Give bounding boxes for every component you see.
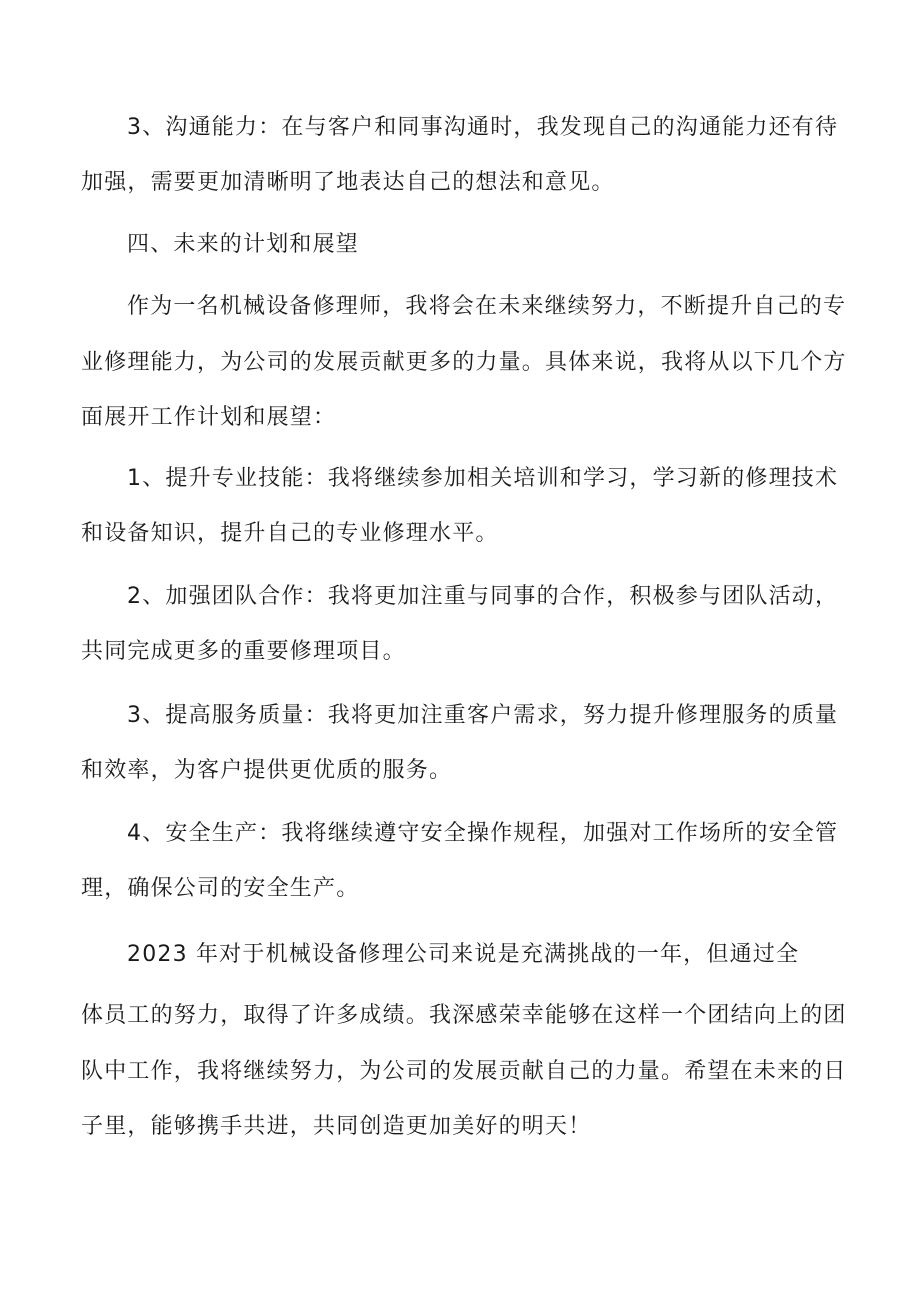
paragraph-line: 体员工的努力，取得了许多成绩。我深感荣幸能够在这样一个团结向上的团 [81, 1003, 847, 1028]
paragraph-line: 业修理能力，为公司的发展贡献更多的力量。具体来说，我将从以下几个方 [81, 350, 847, 375]
paragraph-line: 队中工作，我将继续努力，为公司的发展贡献自己的力量。希望在未来的日 [81, 1059, 847, 1084]
list-item-line: 4、安全生产：我将继续遵守安全操作规程，加强对工作场所的安全管 [127, 821, 839, 846]
list-item-line: 3、提高服务质量：我将更加注重客户需求，努力提升修理服务的质量 [127, 703, 839, 728]
section-heading: 四、未来的计划和展望 [127, 232, 360, 257]
paragraph-line: 加强，需要更加清晰明了地表达自己的想法和意见。 [81, 170, 615, 195]
paragraph-line: 3、沟通能力：在与客户和同事沟通时，我发现自己的沟通能力还有待 [127, 115, 839, 140]
list-item-line: 1、提升专业技能：我将继续参加相关培训和学习，学习新的修理技术 [127, 466, 839, 491]
paragraph-line: 2023 年对于机械设备修理公司来说是充满挑战的一年，但通过全 [127, 942, 800, 967]
list-item-line: 和设备知识，提升自己的专业修理水平。 [81, 521, 499, 546]
paragraph-line: 面展开工作计划和展望： [81, 405, 337, 430]
list-item-line: 2、加强团队合作：我将更加注重与同事的合作，积极参与团队活动， [127, 584, 839, 609]
list-item-line: 和效率，为客户提供更优质的服务。 [81, 758, 453, 783]
paragraph-line: 作为一名机械设备修理师，我将会在未来继续努力，不断提升自己的专 [127, 294, 847, 319]
list-item-line: 共同完成更多的重要修理项目。 [81, 639, 406, 664]
list-item-line: 理，确保公司的安全生产。 [81, 876, 360, 901]
paragraph-line: 子里，能够携手共进，共同创造更加美好的明天！ [81, 1114, 592, 1139]
